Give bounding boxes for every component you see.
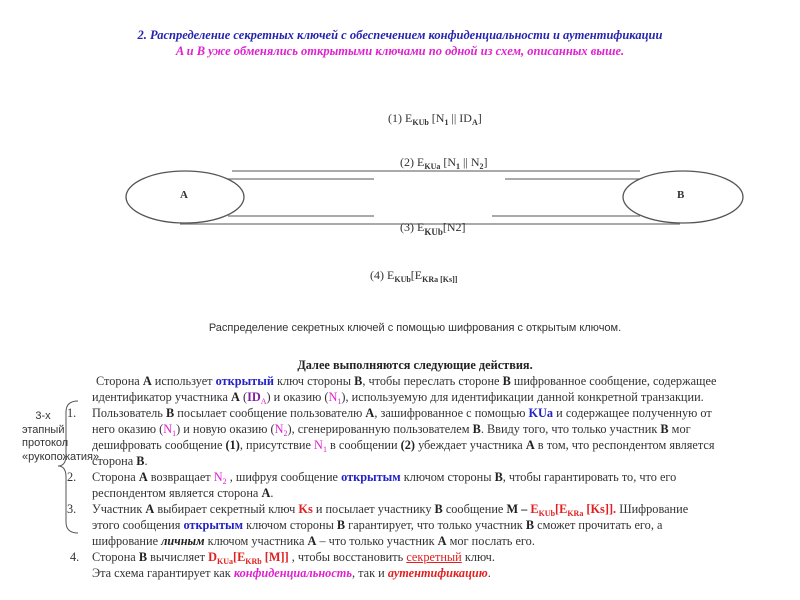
text-segment: .: [144, 454, 148, 468]
text-segment: D: [208, 550, 217, 564]
text-segment: M –: [506, 502, 531, 516]
body-line: [96, 374, 716, 389]
text-segment: личным: [161, 534, 205, 548]
text-segment: B: [336, 518, 346, 532]
text-segment: A: [437, 534, 447, 548]
text-segment: и посылает участнику: [312, 502, 435, 516]
list-number: 4.: [70, 550, 80, 564]
text-segment: [M]]: [261, 550, 289, 564]
text-segment: 2: [222, 477, 227, 486]
body-line: [92, 406, 712, 421]
text-segment: KRa: [567, 509, 584, 518]
diagram-caption: Распределение секретных ключей с помощью шифрования с открытым ключом.: [208, 322, 622, 334]
formula-segment: 1: [456, 162, 461, 171]
formula-segment: KUb: [412, 118, 429, 127]
formula-segment: KUb: [424, 227, 443, 237]
text-segment: A: [525, 438, 535, 452]
text-segment: A: [142, 374, 152, 388]
text-segment: N: [213, 470, 223, 484]
text-segment: , шифруя сообщение: [226, 470, 342, 484]
text-segment: A: [365, 406, 375, 420]
text-segment: открытым: [341, 470, 401, 484]
text-segment: KUb: [538, 509, 556, 518]
text-segment: E: [530, 502, 539, 516]
formula-segment: 1: [444, 118, 449, 127]
formula-segment: KRa: [422, 275, 439, 284]
text-segment: A: [231, 390, 240, 404]
body-line: [92, 470, 676, 486]
text-segment: B: [502, 374, 511, 388]
text-segment: сообщение: [442, 502, 507, 516]
text-segment: – что только участник: [316, 534, 438, 548]
formula-segment: E: [417, 155, 425, 169]
text-segment: секретный: [406, 550, 462, 564]
text-segment: KUa: [528, 406, 554, 420]
text-segment: [E: [555, 502, 568, 516]
text-segment: N: [314, 438, 323, 452]
formula-segment: (1): [388, 111, 405, 125]
side-note: 3-х этапный протокол «рукопожатия»: [22, 410, 100, 463]
text-segment: ключ.: [461, 550, 495, 564]
text-segment: A: [261, 486, 271, 500]
formula-segment: KUb: [394, 275, 411, 284]
text-segment: ) и оказию (: [266, 390, 329, 404]
text-segment: Сторона: [92, 470, 139, 484]
list-number: 2.: [67, 470, 77, 484]
text-segment: N: [328, 390, 338, 404]
text-segment: ключом стороны: [400, 470, 495, 484]
text-segment: B: [136, 454, 145, 468]
formula-segment: A: [471, 118, 478, 127]
formula-segment: (3): [400, 220, 417, 234]
formula-segment: [N: [440, 155, 457, 169]
text-segment: выбирает секретный ключ: [154, 502, 299, 516]
text-segment: A: [260, 397, 267, 406]
text-segment: 1: [337, 397, 342, 406]
formula-segment: ]: [483, 155, 488, 169]
text-segment: сторона: [92, 454, 137, 468]
text-segment: открытым: [183, 518, 244, 532]
body-line: [92, 438, 715, 454]
formula-segment: (2): [400, 155, 417, 169]
text-segment: ключом стороны: [243, 518, 337, 532]
formula-segment: [N2]: [442, 220, 466, 234]
formula-segment: [N: [428, 111, 445, 125]
text-segment: 1: [172, 429, 177, 438]
text-segment: Ks: [298, 502, 313, 516]
body-line: [92, 454, 148, 469]
formula-segment: 2: [479, 162, 484, 171]
text-segment: [Ks]].: [583, 502, 617, 516]
text-segment: сможет прочитать его, а: [534, 518, 663, 532]
text-segment: B: [472, 422, 481, 436]
text-segment: ключ стороны: [273, 374, 355, 388]
text-segment: мог: [668, 422, 691, 436]
text-segment: в том, что респондентом является: [534, 438, 715, 452]
body-line: [92, 486, 273, 501]
text-segment: этого сообщения: [92, 518, 184, 532]
body-line: [92, 390, 704, 406]
text-segment: ключом участника: [204, 534, 308, 548]
text-segment: , присутствие: [239, 438, 315, 452]
actions-heading: [0, 358, 800, 373]
text-segment: дешифровать сообщение: [92, 438, 226, 452]
text-segment: Пользователь: [92, 406, 166, 420]
text-segment: N: [163, 422, 173, 436]
body-line: [92, 534, 535, 549]
party-b-label: B: [677, 189, 685, 201]
text-segment: использует: [151, 374, 216, 388]
text-segment: Далее выполняются следующие действия.: [297, 358, 533, 372]
text-segment: и содержащее полученную от: [553, 406, 712, 420]
text-segment: шифрованное сообщение, содержащее: [510, 374, 717, 388]
text-segment: в сообщении: [326, 438, 401, 452]
text-segment: (1): [225, 438, 240, 452]
text-segment: ) и новую оказию (: [176, 422, 275, 436]
list-number: 1.: [67, 406, 77, 420]
text-segment: 2: [283, 429, 288, 438]
text-segment: Участник: [92, 502, 146, 516]
formula-segment: [Ks]]: [438, 275, 458, 284]
text-segment: (2): [400, 438, 415, 452]
formula-segment: (4): [370, 268, 387, 282]
text-segment: идентификатор участника: [92, 390, 231, 404]
text-segment: A: [307, 534, 317, 548]
text-segment: него оказию (: [92, 422, 164, 436]
formula-segment: KUa: [424, 162, 441, 171]
text-segment: A: [145, 502, 155, 516]
text-segment: ), сгенерированную пользователем: [287, 422, 473, 436]
text-segment: .: [270, 486, 274, 500]
text-segment: вычисляет: [147, 550, 209, 564]
formula-segment: E: [417, 220, 425, 234]
text-segment: KUa: [216, 557, 233, 566]
text-segment: B: [660, 422, 669, 436]
text-segment: респондентом является сторона: [92, 486, 262, 500]
text-segment: посылает сообщение пользователю: [174, 406, 366, 420]
text-segment: B: [354, 374, 363, 388]
formula-segment: [E: [410, 268, 423, 282]
text-segment: , чтобы гарантировать то, что его: [502, 470, 677, 484]
text-segment: Сторона: [92, 550, 139, 564]
text-segment: (: [239, 390, 248, 404]
formula-segment: || N: [460, 155, 480, 169]
body-line: [92, 550, 495, 566]
text-segment: [E: [232, 550, 246, 564]
formula-segment: E: [405, 111, 413, 125]
text-segment: B: [165, 406, 175, 420]
slide-subtitle: A и B уже обменялись открытыми ключами по одной из схем, описанных выше.: [175, 44, 625, 58]
text-segment: KRb: [245, 557, 262, 566]
text-segment: аутентификацию: [387, 566, 488, 580]
text-segment: ), используемую для идентификации данной конкретной транзакции.: [341, 390, 704, 404]
text-segment: шифрование: [92, 534, 162, 548]
text-segment: убеждает участника: [415, 438, 526, 452]
text-segment: открытый: [215, 374, 274, 388]
text-segment: Сторона: [96, 374, 143, 388]
formula-segment: || ID: [448, 111, 472, 125]
text-segment: , чтобы переслать стороне: [362, 374, 503, 388]
text-segment: возвращает: [147, 470, 214, 484]
text-segment: , чтобы восстановить: [288, 550, 407, 564]
party-a-label: A: [180, 189, 188, 201]
text-segment: ID: [247, 390, 261, 404]
text-segment: B: [494, 470, 503, 484]
formula-segment: E: [387, 268, 395, 282]
text-segment: B: [525, 518, 535, 532]
text-segment: Шифрование: [616, 502, 689, 516]
text-segment: мог послать его.: [446, 534, 535, 548]
body-line: [92, 422, 691, 438]
text-segment: A: [138, 470, 148, 484]
text-segment: B: [138, 550, 148, 564]
text-segment: N: [274, 422, 284, 436]
text-segment: , зашифрованное с помощью: [374, 406, 529, 420]
body-line: [92, 502, 688, 518]
text-segment: конфиденциальность: [233, 566, 352, 580]
text-segment: . Ввиду того, что только участник: [480, 422, 661, 436]
text-segment: B: [434, 502, 443, 516]
list-number: 3.: [67, 502, 77, 516]
text-segment: 1: [322, 445, 327, 454]
formula-segment: ]: [477, 111, 482, 125]
text-segment: Эта схема гарантирует как: [92, 566, 234, 580]
text-segment: , так и: [351, 566, 388, 580]
body-line: [92, 566, 491, 581]
text-segment: .: [487, 566, 491, 580]
body-line: [92, 518, 662, 533]
slide-title: 2. Распределение секретных ключей с обеспечением конфиденциальности и аутентификации: [137, 28, 663, 42]
text-segment: гарантирует, что только участник: [345, 518, 526, 532]
